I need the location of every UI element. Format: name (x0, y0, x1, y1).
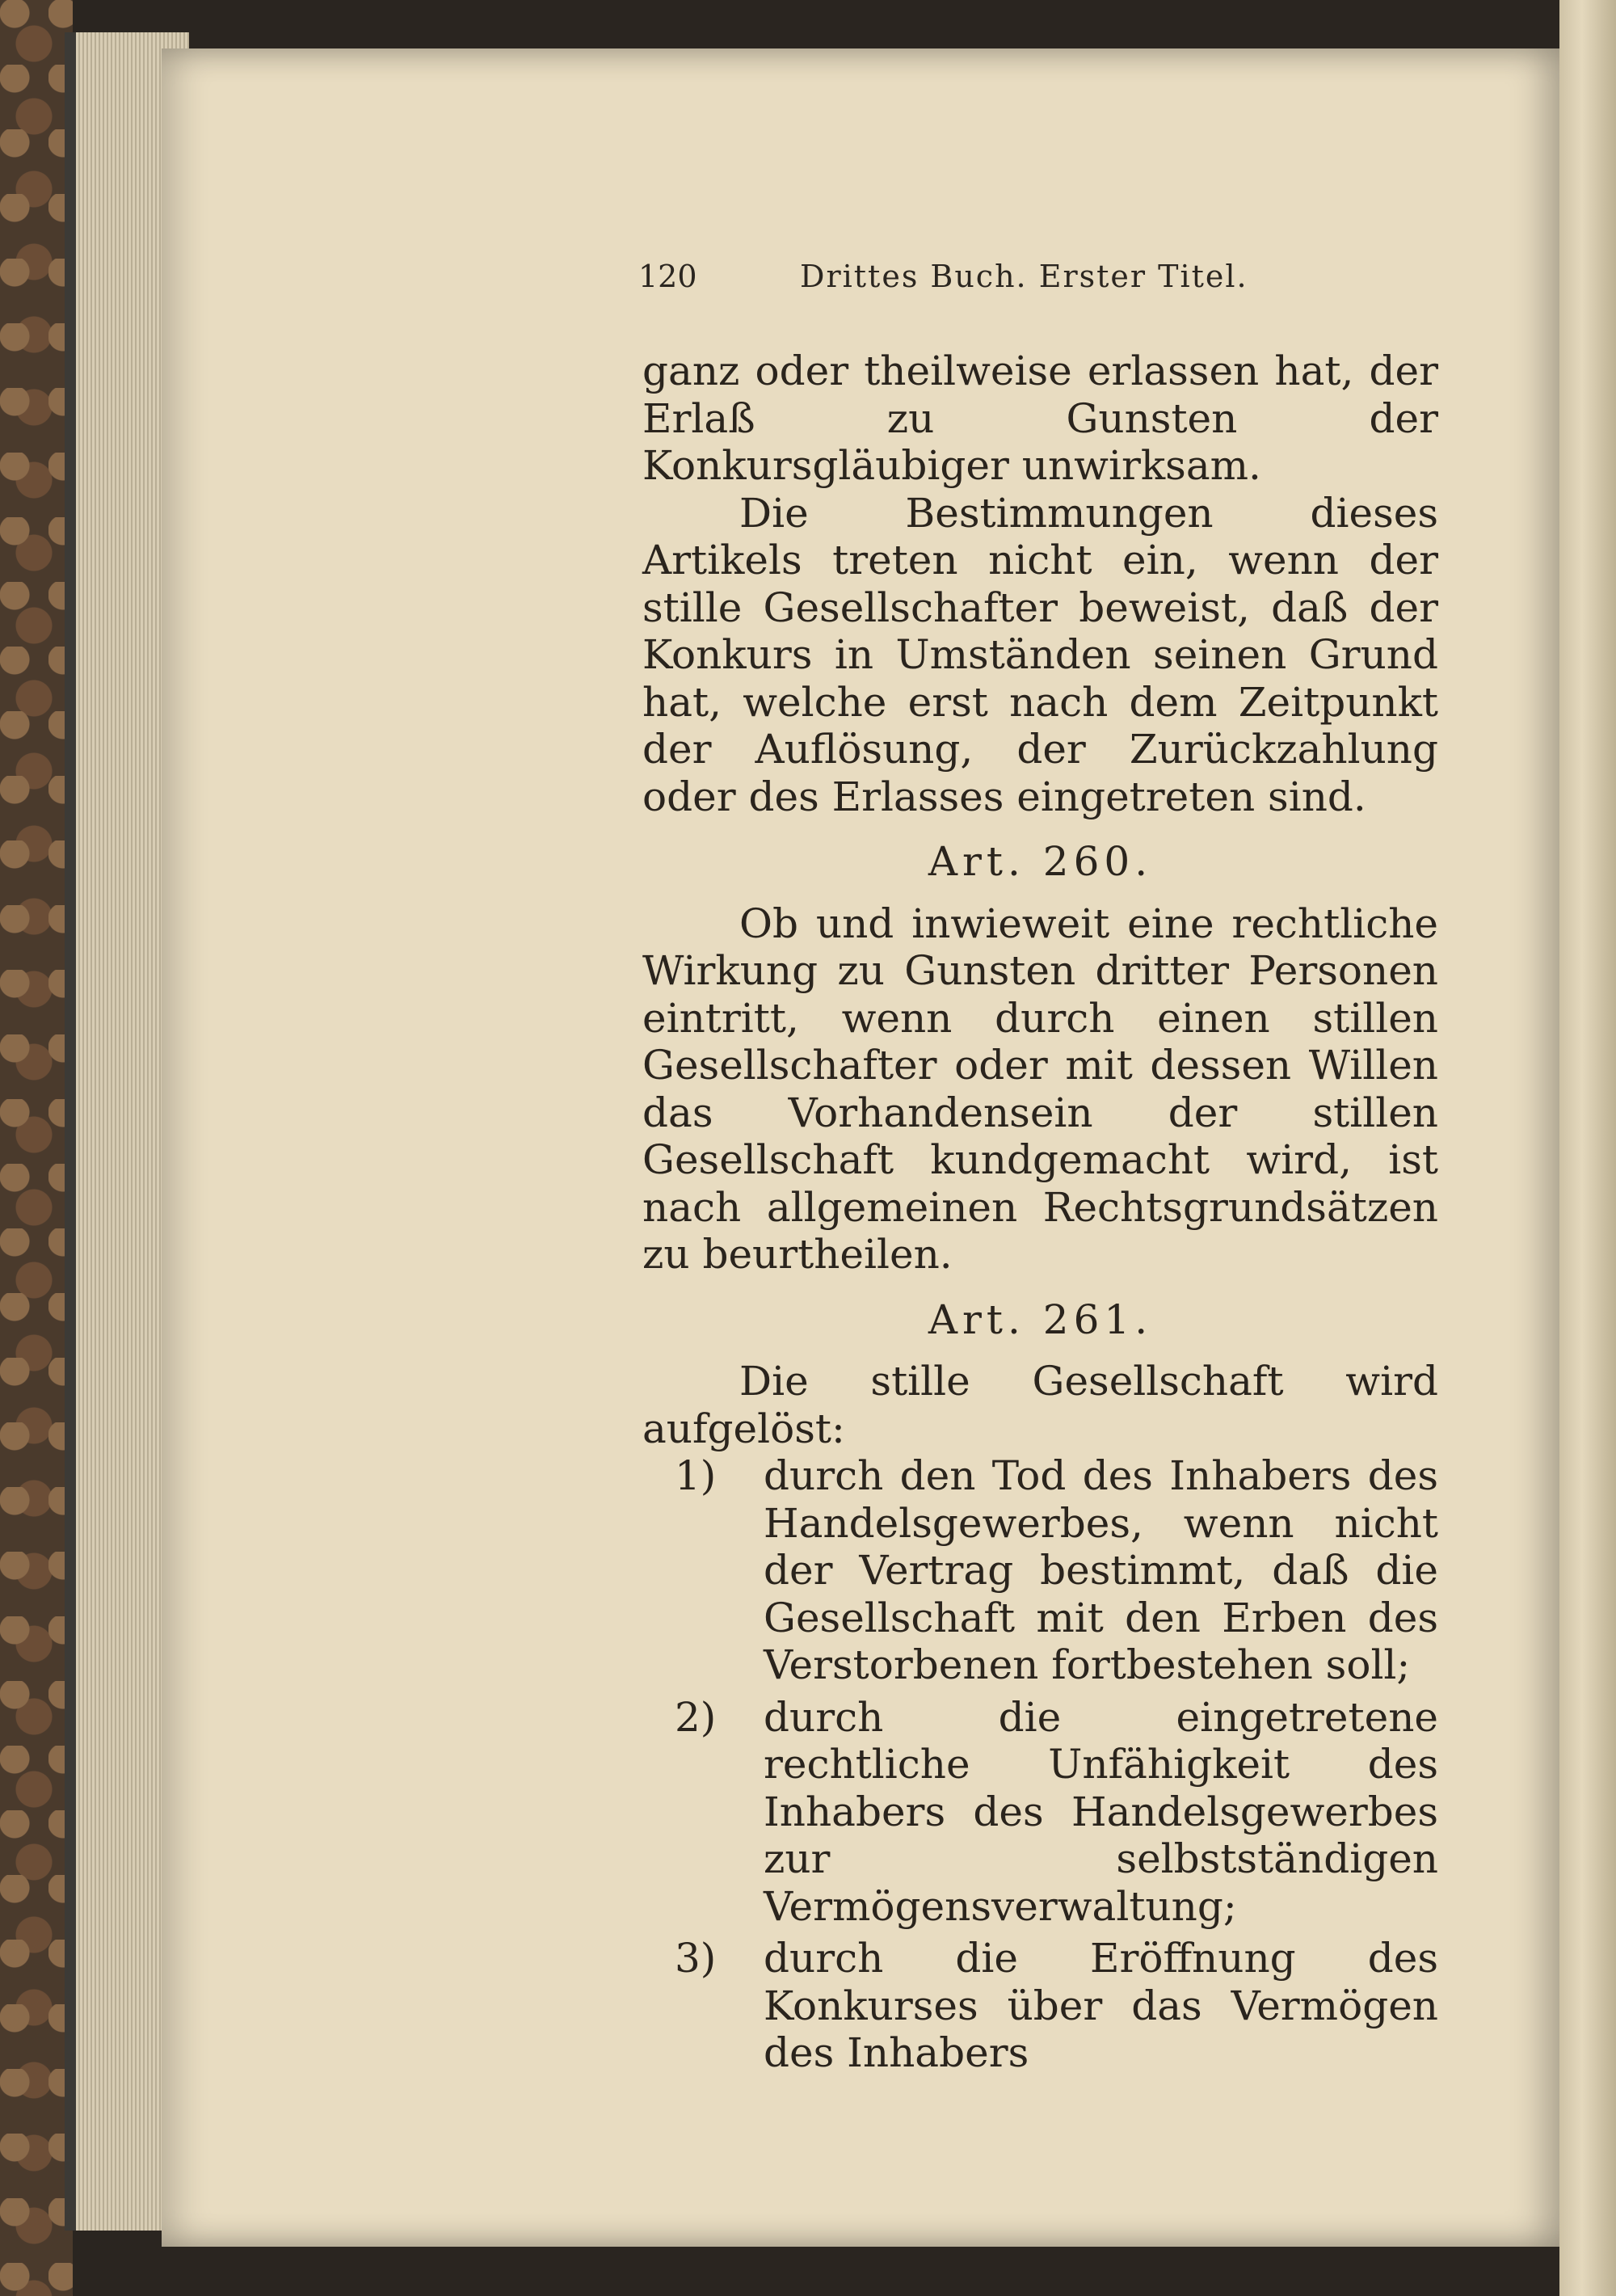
list-item-number: 3) (675, 1935, 717, 1982)
list-item-number: 2) (675, 1693, 717, 1741)
list-item (642, 1935, 1438, 2077)
marbled-cover (0, 0, 73, 2296)
article-heading-261: Art. 261. (928, 1295, 1153, 1343)
paragraph: Die Bestimmungen dieses Artikels treten nicht ein, wenn der stille Gesellschafter beweist, daß der Konkurs in Umständen seinen Grund hat, welche erst nach dem Zeitpunkt der Auflösung, der Zurückzahlung oder des Erlasses eingetreten sind. (642, 489, 1438, 820)
list-item-text: durch die Eröffnung des Konkurses über das Vermögen des Inhabers (764, 1935, 1438, 2076)
article-260-text: Ob und inwieweit eine rechtliche Wirkung zu Gunsten dritter Personen eintritt, wenn durch einen stillen Gesellschafter oder mit dessen Willen das Vorhandensein der stillen Gesellschaft kundgemacht wird, ist nach allgemeinen Rechtsgrundsätzen zu beurtheilen. (642, 899, 1438, 1278)
list-item (642, 1452, 1438, 1689)
list-item-text: durch die eingetretene rechtliche Unfähigkeit des Inhabers des Handelsgewerbes zur selbstständigen Vermögensverwaltung; (764, 1693, 1438, 1930)
running-head-title: Drittes Buch. Erster Titel. (800, 259, 1248, 294)
list-item-number: 1) (675, 1452, 717, 1499)
running-header (638, 259, 1301, 307)
list-item (642, 1694, 1438, 1931)
facing-page-edge (1559, 0, 1616, 2296)
article-heading-260: Art. 260. (928, 838, 1153, 885)
page-number: 120 (638, 259, 697, 294)
page-text (642, 348, 1438, 2077)
list-item-text: durch den Tod des Inhabers des Handelsgewerbes, wenn nicht der Vertrag bestimmt, daß die Gesellschaft mit den Erben des Verstorbenen fortbestehen soll; (764, 1452, 1438, 1688)
paragraph-continued: ganz oder theilweise erlassen hat, der Erlaß zu Gunsten der Konkursgläubiger unwirksam. (642, 348, 1438, 489)
article-261-intro: Die stille Gesellschaft wird aufgelöst: (642, 1358, 1438, 1452)
